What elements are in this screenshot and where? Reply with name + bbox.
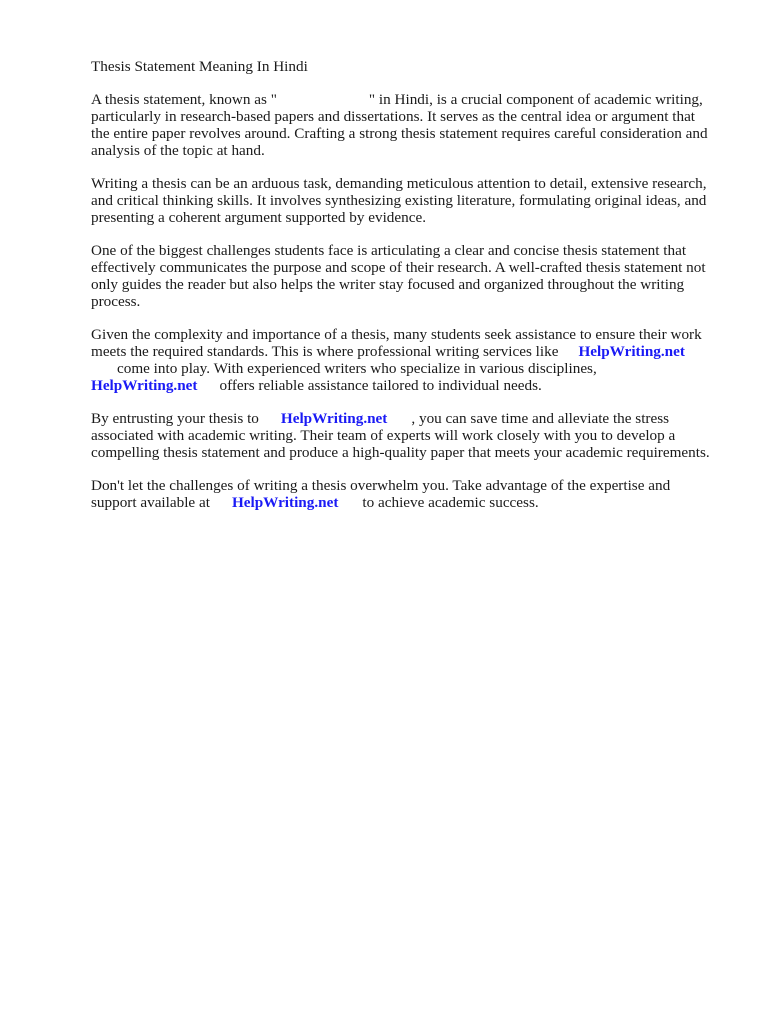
paragraph-intro-line-4: analysis of the topic at hand. <box>91 142 265 159</box>
paragraph-challenge-line-2: and critical thinking skills. It involves synthesizing existing literature, formulating original ideas, and <box>91 192 707 209</box>
paragraph-articulating-line-2: effectively communicates the purpose and scope of their research. A well-crafted thesis statement not <box>91 259 706 276</box>
paragraph-assistance <box>91 326 731 394</box>
paragraph-challenge-line-3: presenting a coherent argument supported by evidence. <box>91 209 426 226</box>
document-page <box>91 58 731 527</box>
paragraph-assistance-line-1: Given the complexity and importance of a thesis, many students seek assistance to ensure their work <box>91 326 702 343</box>
paragraph-assistance-line-2: meets the required standards. This is where professional writing services like HelpWriting.net <box>91 343 685 360</box>
paragraph-closing-line-1: Don't let the challenges of writing a thesis overwhelm you. Take advantage of the expertise and <box>91 477 671 494</box>
paragraph-articulating-line-1: One of the biggest challenges students face is articulating a clear and concise thesis statement that <box>91 242 687 259</box>
paragraph-articulating-line-4: process. <box>91 293 141 310</box>
paragraph-intro-line-3: the entire paper revolves around. Crafting a strong thesis statement requires careful consideration and <box>91 125 708 142</box>
paragraph-intro-line-1: A thesis statement, known as " " in Hindi, is a crucial component of academic writing, <box>91 91 703 108</box>
paragraph-closing <box>91 477 731 511</box>
paragraph-articulating <box>91 242 731 310</box>
helpwriting-link[interactable]: HelpWriting.net <box>231 494 339 511</box>
helpwriting-link[interactable]: HelpWriting.net <box>280 410 388 427</box>
helpwriting-link[interactable]: HelpWriting.net <box>578 343 685 360</box>
paragraph-entrusting-line-1: By entrusting your thesis to HelpWriting.net , you can save time and alleviate the stress <box>91 410 670 427</box>
paragraph-assistance-line-3: come into play. With experienced writers who specialize in various disciplines, <box>117 360 597 377</box>
paragraph-intro <box>91 91 731 159</box>
paragraph-closing-line-2: support available at HelpWriting.net to achieve academic success. <box>91 494 539 511</box>
paragraph-challenge-line-1: Writing a thesis can be an arduous task, demanding meticulous attention to detail, extensive research, <box>91 175 707 192</box>
paragraph-intro-line-2: particularly in research-based papers and dissertations. It serves as the central idea or argument that <box>91 108 696 125</box>
paragraph-challenge <box>91 175 731 226</box>
document-title: Thesis Statement Meaning In Hindi <box>91 58 308 75</box>
helpwriting-link[interactable]: HelpWriting.net <box>91 377 198 394</box>
paragraph-articulating-line-3: only guides the reader but also helps the writer stay focused and organized throughout the writing <box>91 276 685 293</box>
paragraph-entrusting <box>91 410 731 461</box>
paragraph-entrusting-line-3: compelling thesis statement and produce a high-quality paper that meets your academic requirements. <box>91 444 710 461</box>
paragraph-entrusting-line-2: associated with academic writing. Their team of experts will work closely with you to develop a <box>91 427 676 444</box>
paragraph-assistance-line-4: HelpWriting.net offers reliable assistance tailored to individual needs. <box>91 377 542 394</box>
